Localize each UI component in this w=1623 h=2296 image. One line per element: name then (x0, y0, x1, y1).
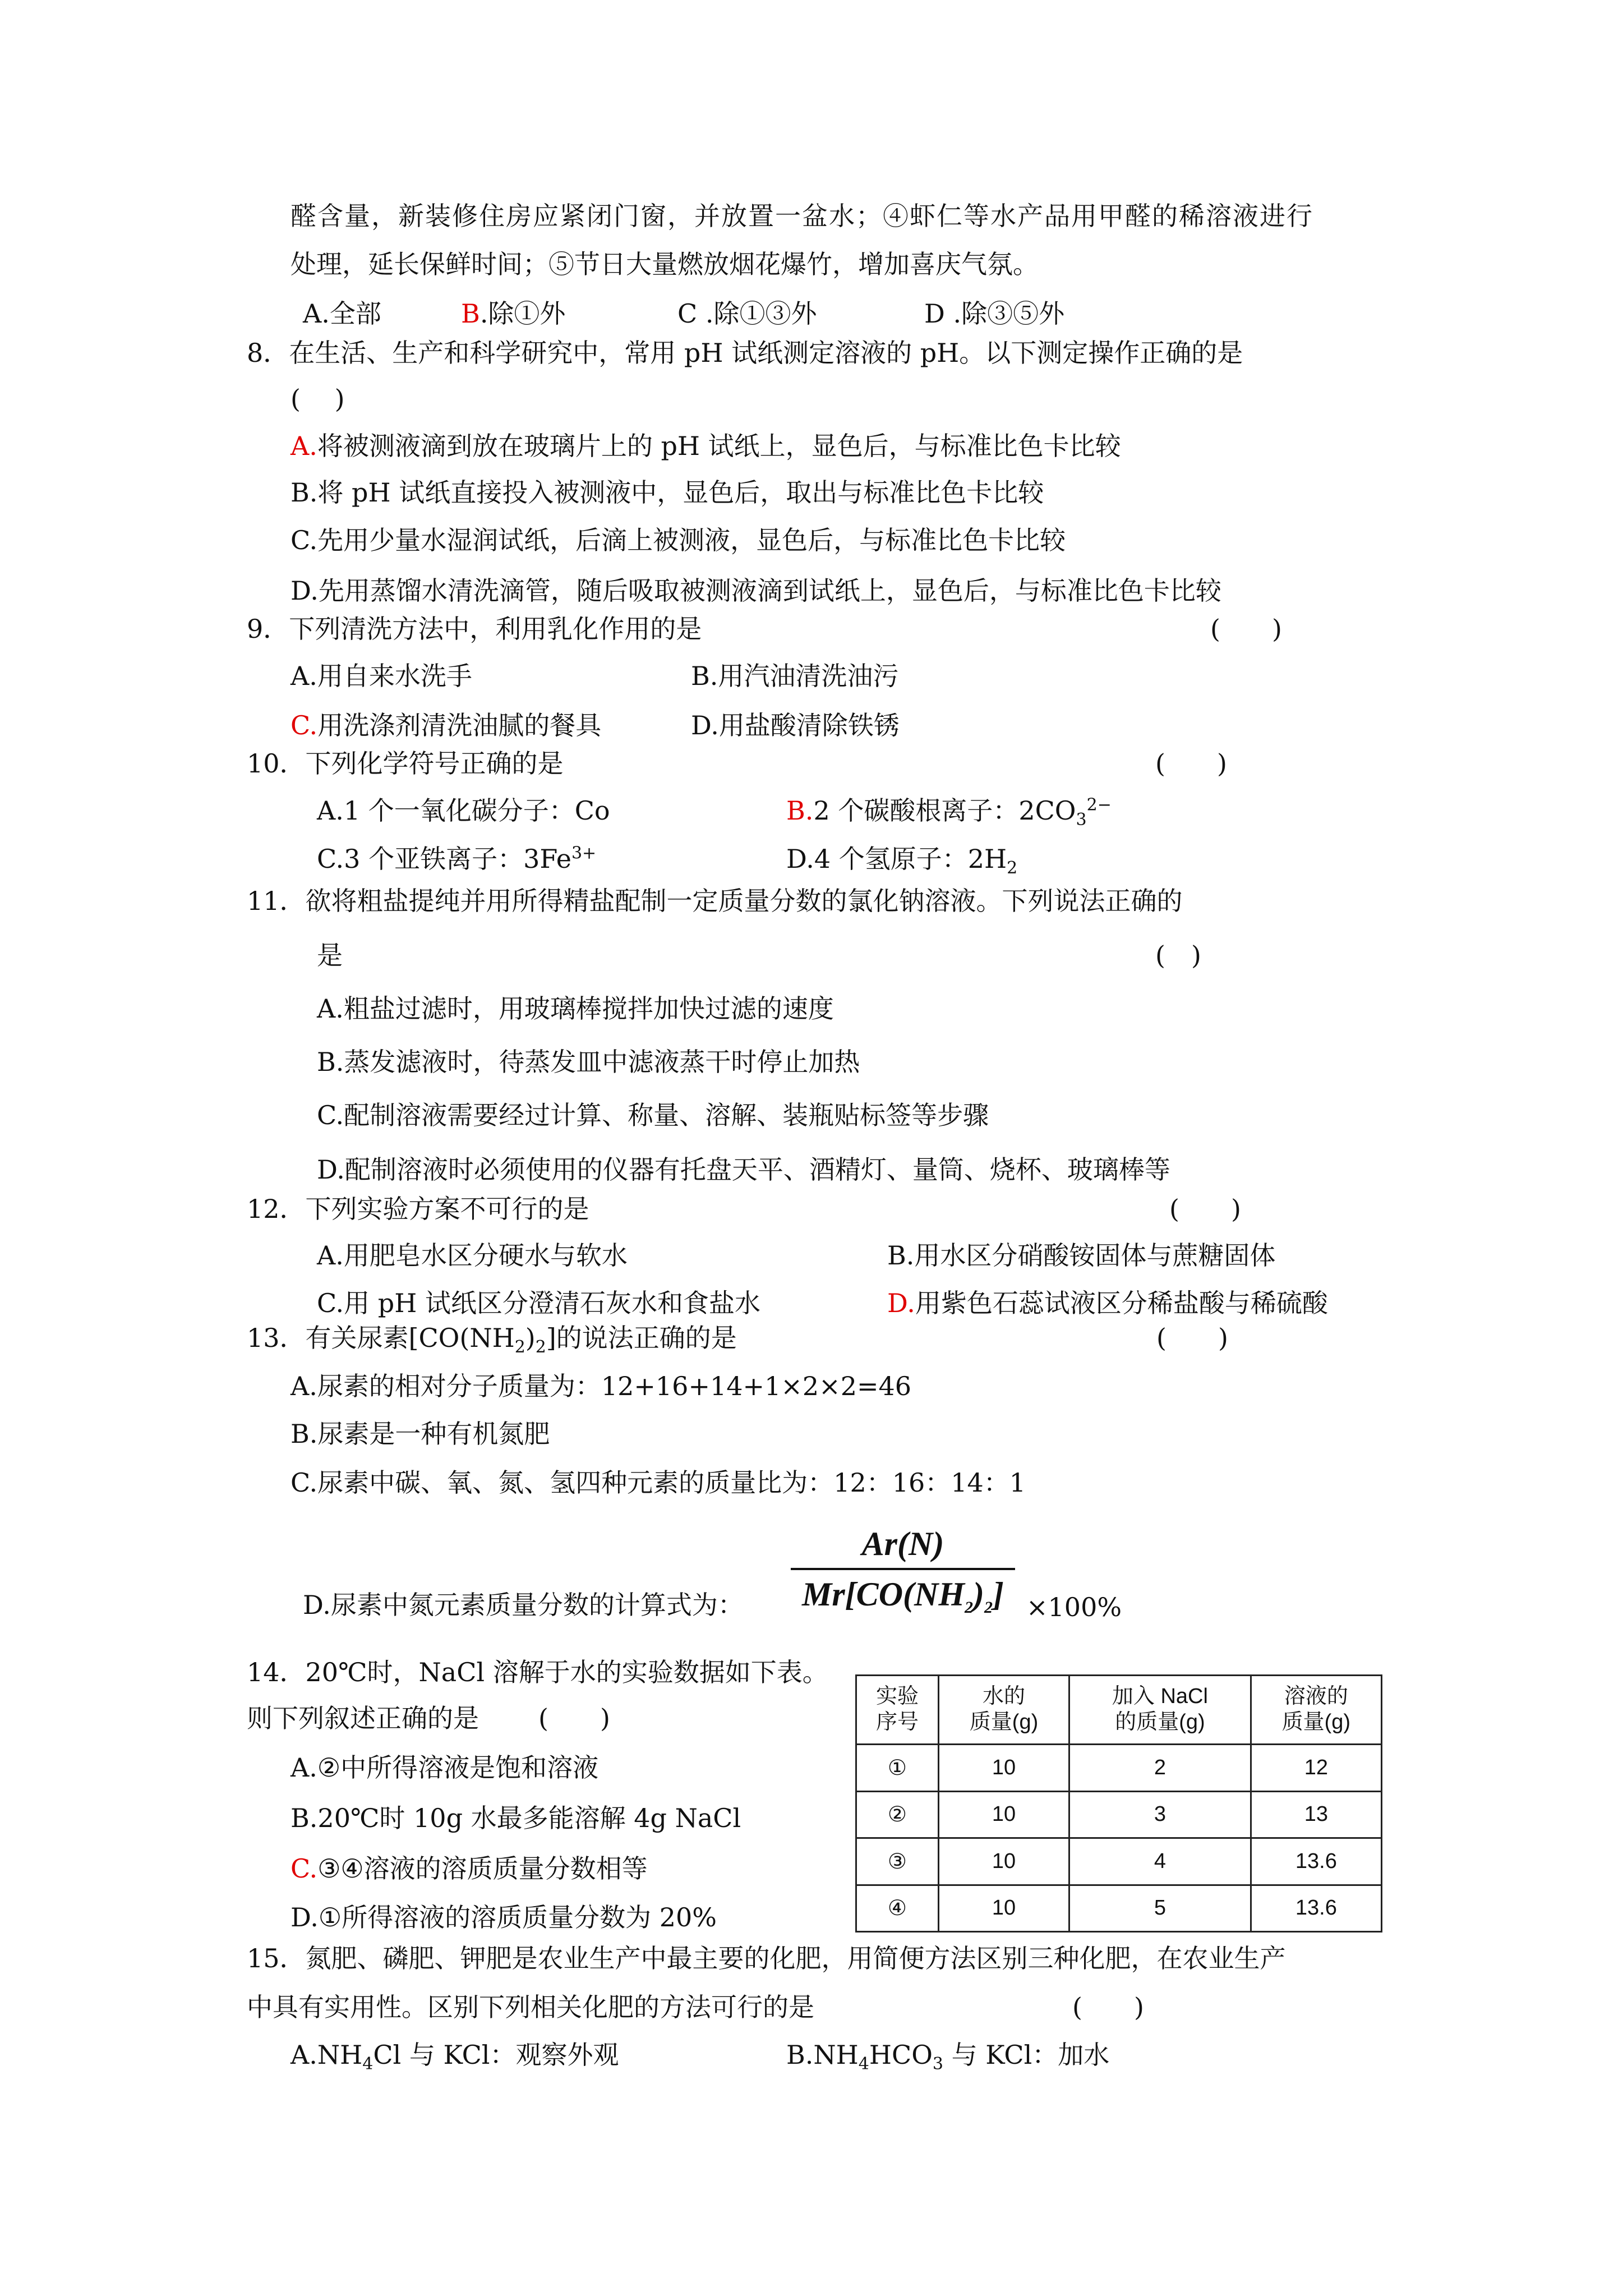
table-cell: ③ (856, 1838, 939, 1885)
table-cell: ① (856, 1745, 939, 1792)
q15-answer-paren: ( ) (1072, 1992, 1144, 2022)
table-cell: 5 (1069, 1885, 1251, 1932)
table-row (856, 1885, 1382, 1932)
q15-option-b: $B.NH_4HCO_3$ 与 KCl：加水 (786, 2040, 1110, 2074)
q15-option-a: $A.NH_4Cl$ 与 KCl：观察外观 (291, 2040, 619, 2074)
table-cell: ④ (856, 1885, 939, 1932)
q8-option-d: D.先用蒸馏水清洗滴管，随后吸取被测液滴到试纸上，显色后，与标准比色卡比较 (291, 576, 1221, 606)
q15-stem: 15．氮肥、磷肥、钾肥是农业生产中最主要的化肥，用简便方法区别三种化肥，在农业生产 (247, 1943, 1286, 1973)
q13-option-b: B.尿素是一种有机氮肥 (291, 1419, 550, 1449)
q9-option-a: A.用自来水洗手 (291, 661, 472, 691)
table-cell: ② (856, 1791, 939, 1838)
q8-option-b: B.将 pH 试纸直接投入被测液中，显色后，取出与标准比色卡比较 (291, 477, 1044, 508)
q12-option-c: C.用 pH 试纸区分澄清石灰水和食盐水 (317, 1288, 760, 1318)
table-header-cell: 实验 序号 (856, 1676, 939, 1745)
fraction-denominator: $Mr[CO(NH_2)_2]$ (802, 1576, 1004, 1617)
q11-stem: 11．欲将粗盐提纯并用所得精盐配制一定质量分数的氯化钠溶液。下列说法正确的 (247, 886, 1183, 916)
q12-option-d: D.用紫色石蕊试液区分稀盐酸与稀硫酸 (887, 1288, 1328, 1318)
q7-line1: 醛含量，新装修住房应紧闭门窗，并放置一盆水；④虾仁等水产品用甲醛的稀溶液进行 (291, 201, 1313, 231)
q12-answer-paren: ( ) (1169, 1194, 1241, 1224)
q9-option-c: C.用洗涤剂清洗油腻的餐具 (291, 710, 602, 740)
q7-option-d: D .除③⑤外 (924, 298, 1065, 329)
q13-option-c: C.尿素中碳、氧、氮、氢四种元素的质量比为：12：16：14：1 (291, 1467, 1026, 1498)
q7-answer-mark: B (461, 298, 480, 329)
table-header-cell: 水的 质量(g) (938, 1676, 1069, 1745)
q11-option-a: A.粗盐过滤时，用玻璃棒搅拌加快过滤的速度 (317, 993, 834, 1024)
q10-option-b: B.2 个碳酸根离子：$2CO_3^{2-}$ (786, 795, 1112, 830)
q11-stem-cont: 是 (317, 940, 343, 970)
q13-stem: 13．有关尿素$[CO(NH_2)_2]$的说法正确的是 (247, 1323, 737, 1358)
q10-option-d: D.4 个氢原子：$2H_2$ (786, 844, 1018, 878)
q11-option-c: C.配制溶液需要经过计算、称量、溶解、装瓶贴标签等步骤 (317, 1100, 989, 1130)
q7-option-b: B.除①外 (461, 298, 566, 329)
q8-option-a: A.将被测液滴到放在玻璃片上的 pH 试纸上，显色后，与标准比色卡比较 (291, 431, 1121, 461)
table-header-cell: 溶液的 质量(g) (1251, 1676, 1381, 1745)
q10-option-a: A.1 个一氧化碳分子：Co (317, 795, 610, 826)
table-header-cell: 加入 NaCl 的质量(g) (1069, 1676, 1251, 1745)
q13-option-d: D.尿素中氮元素质量分数的计算式为： (303, 1590, 744, 1620)
q10-answer-mark: B. (786, 795, 814, 826)
q14-option-d: D.①所得溶液的溶质质量分数为 20% (291, 1902, 717, 1932)
q14-answer-paren: ( ) (538, 1703, 610, 1733)
solubility-data-table (855, 1674, 1382, 1932)
q8-answer-mark: A. (291, 431, 317, 461)
q12-stem: 12．下列实验方案不可行的是 (247, 1194, 589, 1224)
fraction-bar (791, 1568, 1015, 1570)
q11-answer-paren: ( ) (1155, 940, 1201, 970)
table-cell: 13.6 (1251, 1885, 1381, 1932)
q14-option-b: B.20℃时 10g 水最多能溶解 4g NaCl (291, 1803, 741, 1833)
q13-percent-factor: ×100% (1026, 1592, 1122, 1622)
q8-answer-paren: ( ) (291, 384, 345, 414)
table-header-row (856, 1676, 1382, 1745)
q7-line2: 处理，延长保鲜时间；⑤节日大量燃放烟花爆竹，增加喜庆气氛。 (291, 249, 1039, 279)
table-cell: 12 (1251, 1745, 1381, 1792)
q9-answer-mark: C. (291, 710, 318, 740)
q14-stem-cont: 则下列叙述正确的是 (247, 1703, 479, 1733)
q10-answer-paren: ( ) (1155, 748, 1227, 779)
table-row (856, 1838, 1382, 1885)
q14-option-a: A.②中所得溶液是饱和溶液 (291, 1752, 599, 1783)
fraction-numerator: Ar(N) (861, 1525, 944, 1562)
q13-answer-paren: ( ) (1156, 1323, 1228, 1353)
table-cell: 10 (938, 1745, 1069, 1792)
q9-option-b: B.用汽油清洗油污 (691, 661, 899, 691)
q14-answer-mark: C. (291, 1853, 318, 1884)
table-cell: 2 (1069, 1745, 1251, 1792)
table-row (856, 1745, 1382, 1792)
q11-option-d: D.配制溶液时必须使用的仪器有托盘天平、酒精灯、量筒、烧杯、玻璃棒等 (317, 1154, 1170, 1185)
q12-option-a: A.用肥皂水区分硬水与软水 (317, 1240, 628, 1271)
q10-option-c: C.3 个亚铁离子：$3Fe^{3+}$ (317, 843, 597, 874)
q8-stem: 8．在生活、生产和科学研究中，常用 pH 试纸测定溶液的 pH。以下测定操作正确的是 (247, 338, 1243, 368)
table-cell: 10 (938, 1885, 1069, 1932)
q7-option-c: C .除①③外 (677, 298, 817, 329)
q12-answer-mark: D. (887, 1288, 915, 1318)
table-cell: 10 (938, 1838, 1069, 1885)
table-cell: 13 (1251, 1791, 1381, 1838)
q9-option-d: D.用盐酸清除铁锈 (691, 710, 900, 740)
q7-option-a: A.全部 (303, 298, 381, 329)
table-cell: 3 (1069, 1791, 1251, 1838)
q9-answer-paren: ( ) (1210, 614, 1282, 644)
q11-option-b: B.蒸发滤液时，待蒸发皿中滤液蒸干时停止加热 (317, 1047, 860, 1077)
q12-option-b: B.用水区分硝酸铵固体与蔗糖固体 (887, 1240, 1276, 1271)
table-cell: 4 (1069, 1838, 1251, 1885)
table-cell: 13.6 (1251, 1838, 1381, 1885)
q9-stem: 9．下列清洗方法中，利用乳化作用的是 (247, 614, 702, 644)
q14-stem: 14．20℃时，NaCl 溶解于水的实验数据如下表。 (247, 1657, 828, 1687)
q15-stem-cont: 中具有实用性。区别下列相关化肥的方法可行的是 (247, 1992, 814, 2022)
q8-option-c: C.先用少量水湿润试纸，后滴上被测液，显色后，与标准比色卡比较 (291, 525, 1066, 555)
table-cell: 10 (938, 1791, 1069, 1838)
table-row (856, 1791, 1382, 1838)
q14-option-c: C.③④溶液的溶质质量分数相等 (291, 1853, 648, 1884)
q13-option-a: A.尿素的相对分子质量为：12+16+14+1×2×2=46 (291, 1371, 912, 1401)
q10-stem: 10．下列化学符号正确的是 (247, 748, 564, 779)
